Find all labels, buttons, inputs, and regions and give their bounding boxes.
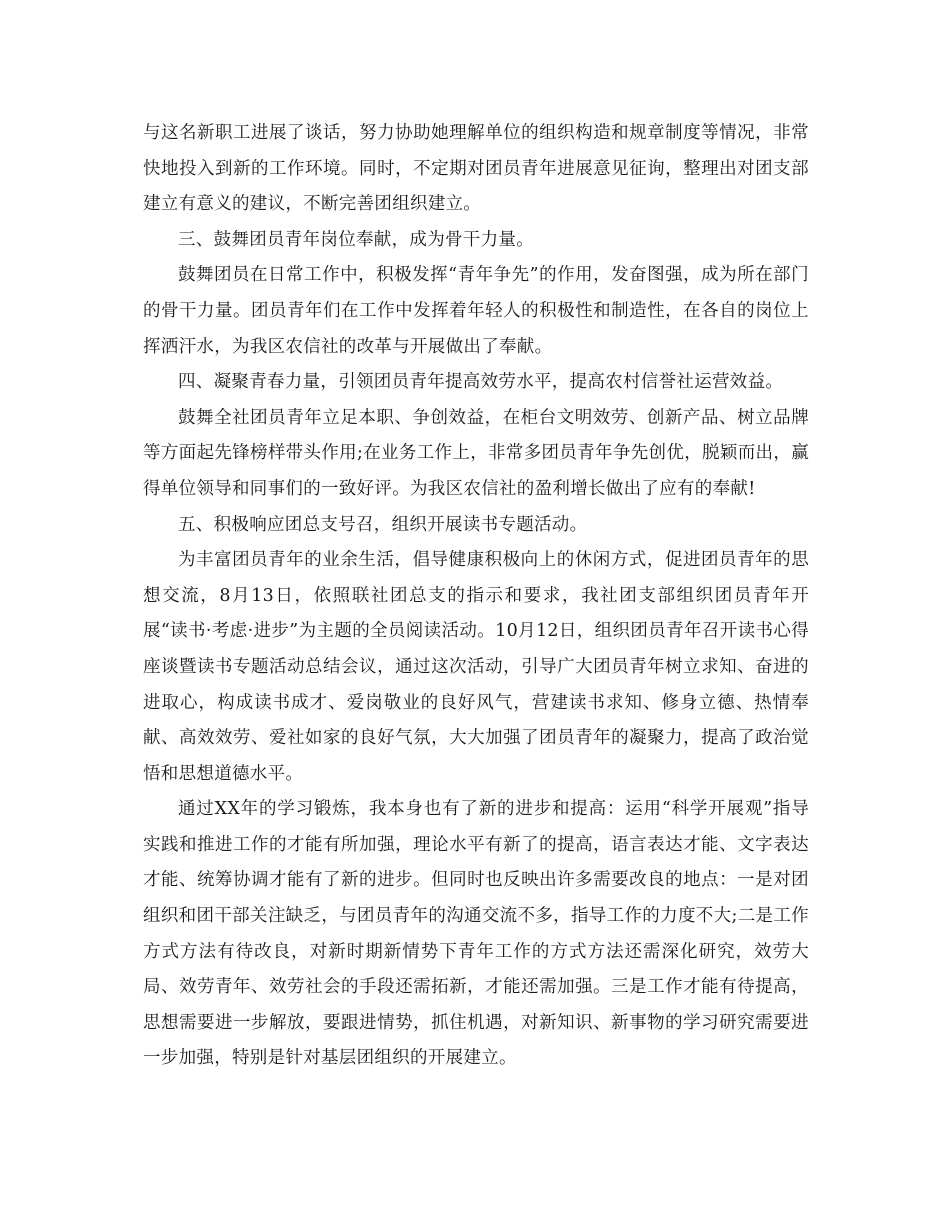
paragraph-1: 与这名新职工进展了谈话，努力协助她理解单位的组织构造和规章制度等情况，非常快地投入到新的工作环境。同时，不定期对团员青年进展意见征询，整理出对团支部建立有意义的建议，不断完善团组织建立。 (143, 123, 809, 215)
section-heading-3: 三、鼓舞团员青年岗位奉献，成为骨干力量。 (178, 229, 534, 250)
document-body (143, 116, 809, 1077)
section-heading-4: 四、凝聚青春力量，引领团员青年提高效劳水平，提高农村信誉社运营效益。 (178, 372, 784, 393)
paragraph-3: 鼓舞团员在日常工作中，积极发挥“青年争先”的作用，发奋图强，成为所在部门的骨干力量。团员青年们在工作中发挥着年轻人的积极性和制造性，在各自的岗位上挥洒汗水，为我区农信社的改革与开展做出了奉献。 (143, 265, 809, 357)
paragraph-7: 为丰富团员青年的业余生活，倡导健康积极向上的休闲方式，促进团员青年的思想交流，8月13日，依照联社团总支的指示和要求，我社团支部组织团员青年开展“读书·考虑·进步”为主题的全员阅读活动。10月12日，组织团员青年召开读书心得座谈暨读书专题活动总结会议，通过这次活动，引导广大团员青年树立求知、奋进的进取心，构成读书成才、爱岗敬业的良好风气，营建读书求知、修身立德、热情奉献、高效效劳、爱社如家的良好气氛，大大加强了团员青年的凝聚力，提高了政治觉悟和思想道德水平。 (143, 550, 809, 784)
section-heading-5: 五、积极响应团总支号召，组织开展读书专题活动。 (178, 514, 588, 535)
paragraph-5: 鼓舞全社团员青年立足本职、争创效益，在柜台文明效劳、创新产品、树立品牌等方面起先锋榜样带头作用;在业务工作上，非常多团员青年争先创优，脱颖而出，赢得单位领导和同事们的一致好评。为我区农信社的盈利增长做出了应有的奉献! (143, 407, 809, 499)
paragraph-8: 通过XX年的学习锻炼，我本身也有了新的进步和提高：运用“科学开展观”指导实践和推进工作的才能有所加强，理论水平有新了的提高，语言表达才能、文字表达才能、统筹协调才能有了新的进步。但同时也反映出许多需要改良的地点：一是对团组织和团干部关注缺乏，与团员青年的沟通交流不多，指导工作的力度不大;二是工作方式方法有待改良，对新时期新情势下青年工作的方式方法还需深化研究，效劳大局、效劳青年、效劳社会的手段还需拓新，才能还需加强。三是工作才能有待提高，思想需要进一步解放，要跟进情势，抓住机遇，对新知识、新事物的学习研究需要进一步加强，特别是针对基层团组织的开展建立。 (143, 799, 809, 1069)
